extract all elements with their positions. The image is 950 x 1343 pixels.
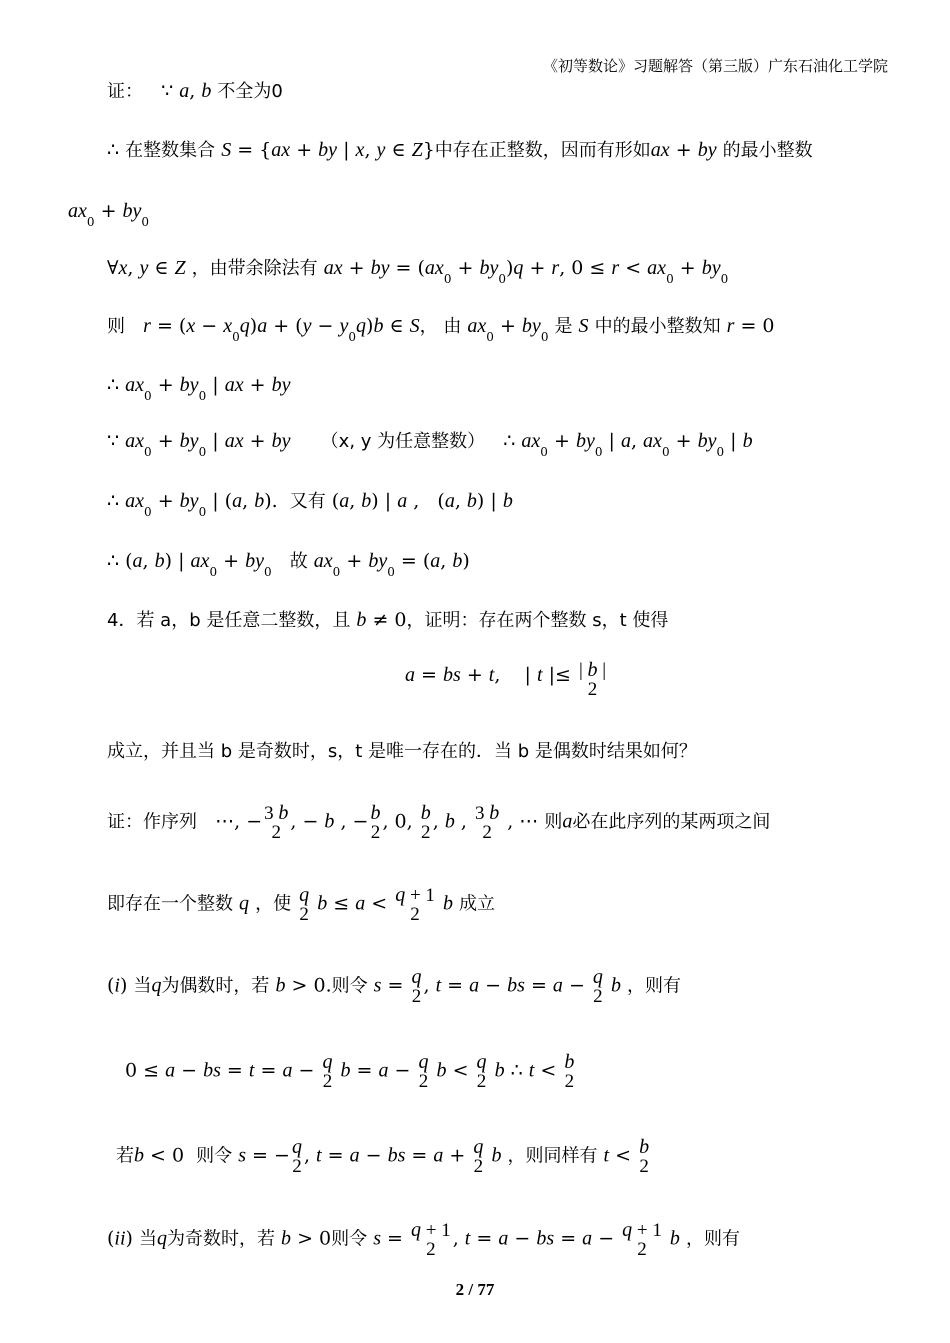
text: 在整数集合 xyxy=(125,140,216,161)
text: 的最小整数 xyxy=(722,140,813,161)
text: 为奇数时，若 xyxy=(167,1228,275,1250)
proof-case-1: (i) 当q为偶数时，若 b > 0.则令 s = q 2 , t = a − bs = a − q 2 b ，则有 xyxy=(107,966,682,1007)
proof-line-2: ∴ 在整数集合 S = {ax + by | x, y ∈ Z}中存在正整数，因而有形如ax + by 的最小整数 xyxy=(107,139,813,161)
text: 则令 xyxy=(331,975,368,997)
page-number: 2 / 77 xyxy=(455,1280,495,1299)
text: ，使 xyxy=(255,893,292,915)
text: 4．若 a，b 是任意二整数，且 xyxy=(107,610,351,631)
proof-line-6: ∴ $ax_0 + by_0$ | ax + by xyxy=(107,374,291,403)
proof-case-1-ineq: 0 ≤ a − bs = t = a − q 2 b = a − q 2 b < q 2 b ∴ t < b 2 xyxy=(125,1051,575,1092)
proof-line-8: ∴ $ax_0 + by_0$ | (a, b). 又有 (a, b) | a , (a, b) | b xyxy=(107,490,513,519)
text: 若 xyxy=(116,1145,134,1167)
text: ，则同样有 xyxy=(507,1145,598,1167)
text: 即存在一个整数 xyxy=(107,893,233,915)
problem-4-statement: 4．若 a，b 是任意二整数，且 b ≠ 0，证明：存在两个整数 s，t 使得 xyxy=(107,609,669,631)
note: （x, y 为任意整数） xyxy=(320,431,486,452)
proof-line-5: 则 $r = (x - x_0q)a + (y - y_0q)b$ ∈ S， 由 $ax_0 + by_0$ 是 S 中的最小整数知 r = 0 xyxy=(107,315,775,344)
text: 则令 xyxy=(331,1228,368,1250)
proof-line-9: ∴ (a, b) | $ax_0 + by_0$ 故 $ax_0 + by_0 = (a$, b) xyxy=(107,550,470,579)
text: 证：作序列 xyxy=(107,811,197,833)
proof-exist-q: 即存在一个整数 q ，使 q 2 b ≤ a < q + 1 2 b 成立 xyxy=(107,884,495,925)
text: 必在此序列的某两项之间 xyxy=(572,811,771,833)
text: 为偶数时，若 xyxy=(161,975,270,997)
proof-case-1-neg: 若b < 0 则令 s = − q 2 , t = a − bs = a + q 2 b ，则同样有 t < b 2 xyxy=(116,1136,650,1177)
text: 又有 xyxy=(289,491,326,512)
text: ，则有 xyxy=(627,975,682,997)
page-header: 《初等数论》习题解答（第三版）广东石油化工学院 xyxy=(542,57,888,75)
text: 不全为0 xyxy=(217,81,283,102)
proof-case-2: (ii) 当q为奇数时，若 b > 0则令 s = q + 1 2 , t = a − bs = a − q + 1 2 b ，则有 xyxy=(107,1219,740,1260)
proof-line-1: 证： ∵ a, b 不全为0 xyxy=(107,80,283,102)
text: 中的最小整数知 xyxy=(594,316,721,337)
text: 故 xyxy=(289,551,308,572)
text: 是 xyxy=(554,316,573,337)
text: 成立，并且当 b 是奇数时，s，t 是唯一存在的．当 b 是偶数时结果如何？ xyxy=(107,741,697,762)
text: 则 xyxy=(544,811,563,833)
proof-line-7: ∵ $ax_0 + by_0$ | ax + by （x, y 为任意整数） ∴ $ax_0 + by_0$ | a, $ax_0 + by_0$ | b xyxy=(107,430,753,459)
proof-line-3: $ax_0 + by_0$ xyxy=(68,200,150,229)
text: 中存在正整数，因而有形如 xyxy=(434,140,651,161)
text: ，由带余除法有 xyxy=(191,258,318,279)
text: ，证明：存在两个整数 s，t 使得 xyxy=(406,610,669,631)
proof-line-4: ∀x, y ∈ Z ，由带余除法有 ax + by = $(ax_0 + by_0)q + r$, $0 \le r < ax_0 + by_0$ xyxy=(107,257,729,286)
text: 当 xyxy=(133,975,152,997)
problem-4-statement-2 xyxy=(107,738,697,765)
text: 当 xyxy=(139,1228,157,1250)
text: 则令 xyxy=(196,1145,233,1167)
proof-label: 证： xyxy=(107,81,143,102)
proof-sequence: 证：作序列 ⋯, − 3 b 2 , − b , − b 2 , 0, b 2 , b , 3 b 2 , ⋯ 则a必在此序列的某两项之间 xyxy=(107,802,771,843)
text: 成立 xyxy=(459,893,495,915)
text: ， 由 xyxy=(419,316,462,337)
text: ，则有 xyxy=(685,1228,740,1250)
equation-a-bs-t: a = bs + t, | t |≤ | b | 2 xyxy=(405,659,607,700)
text: 则 xyxy=(107,316,125,337)
